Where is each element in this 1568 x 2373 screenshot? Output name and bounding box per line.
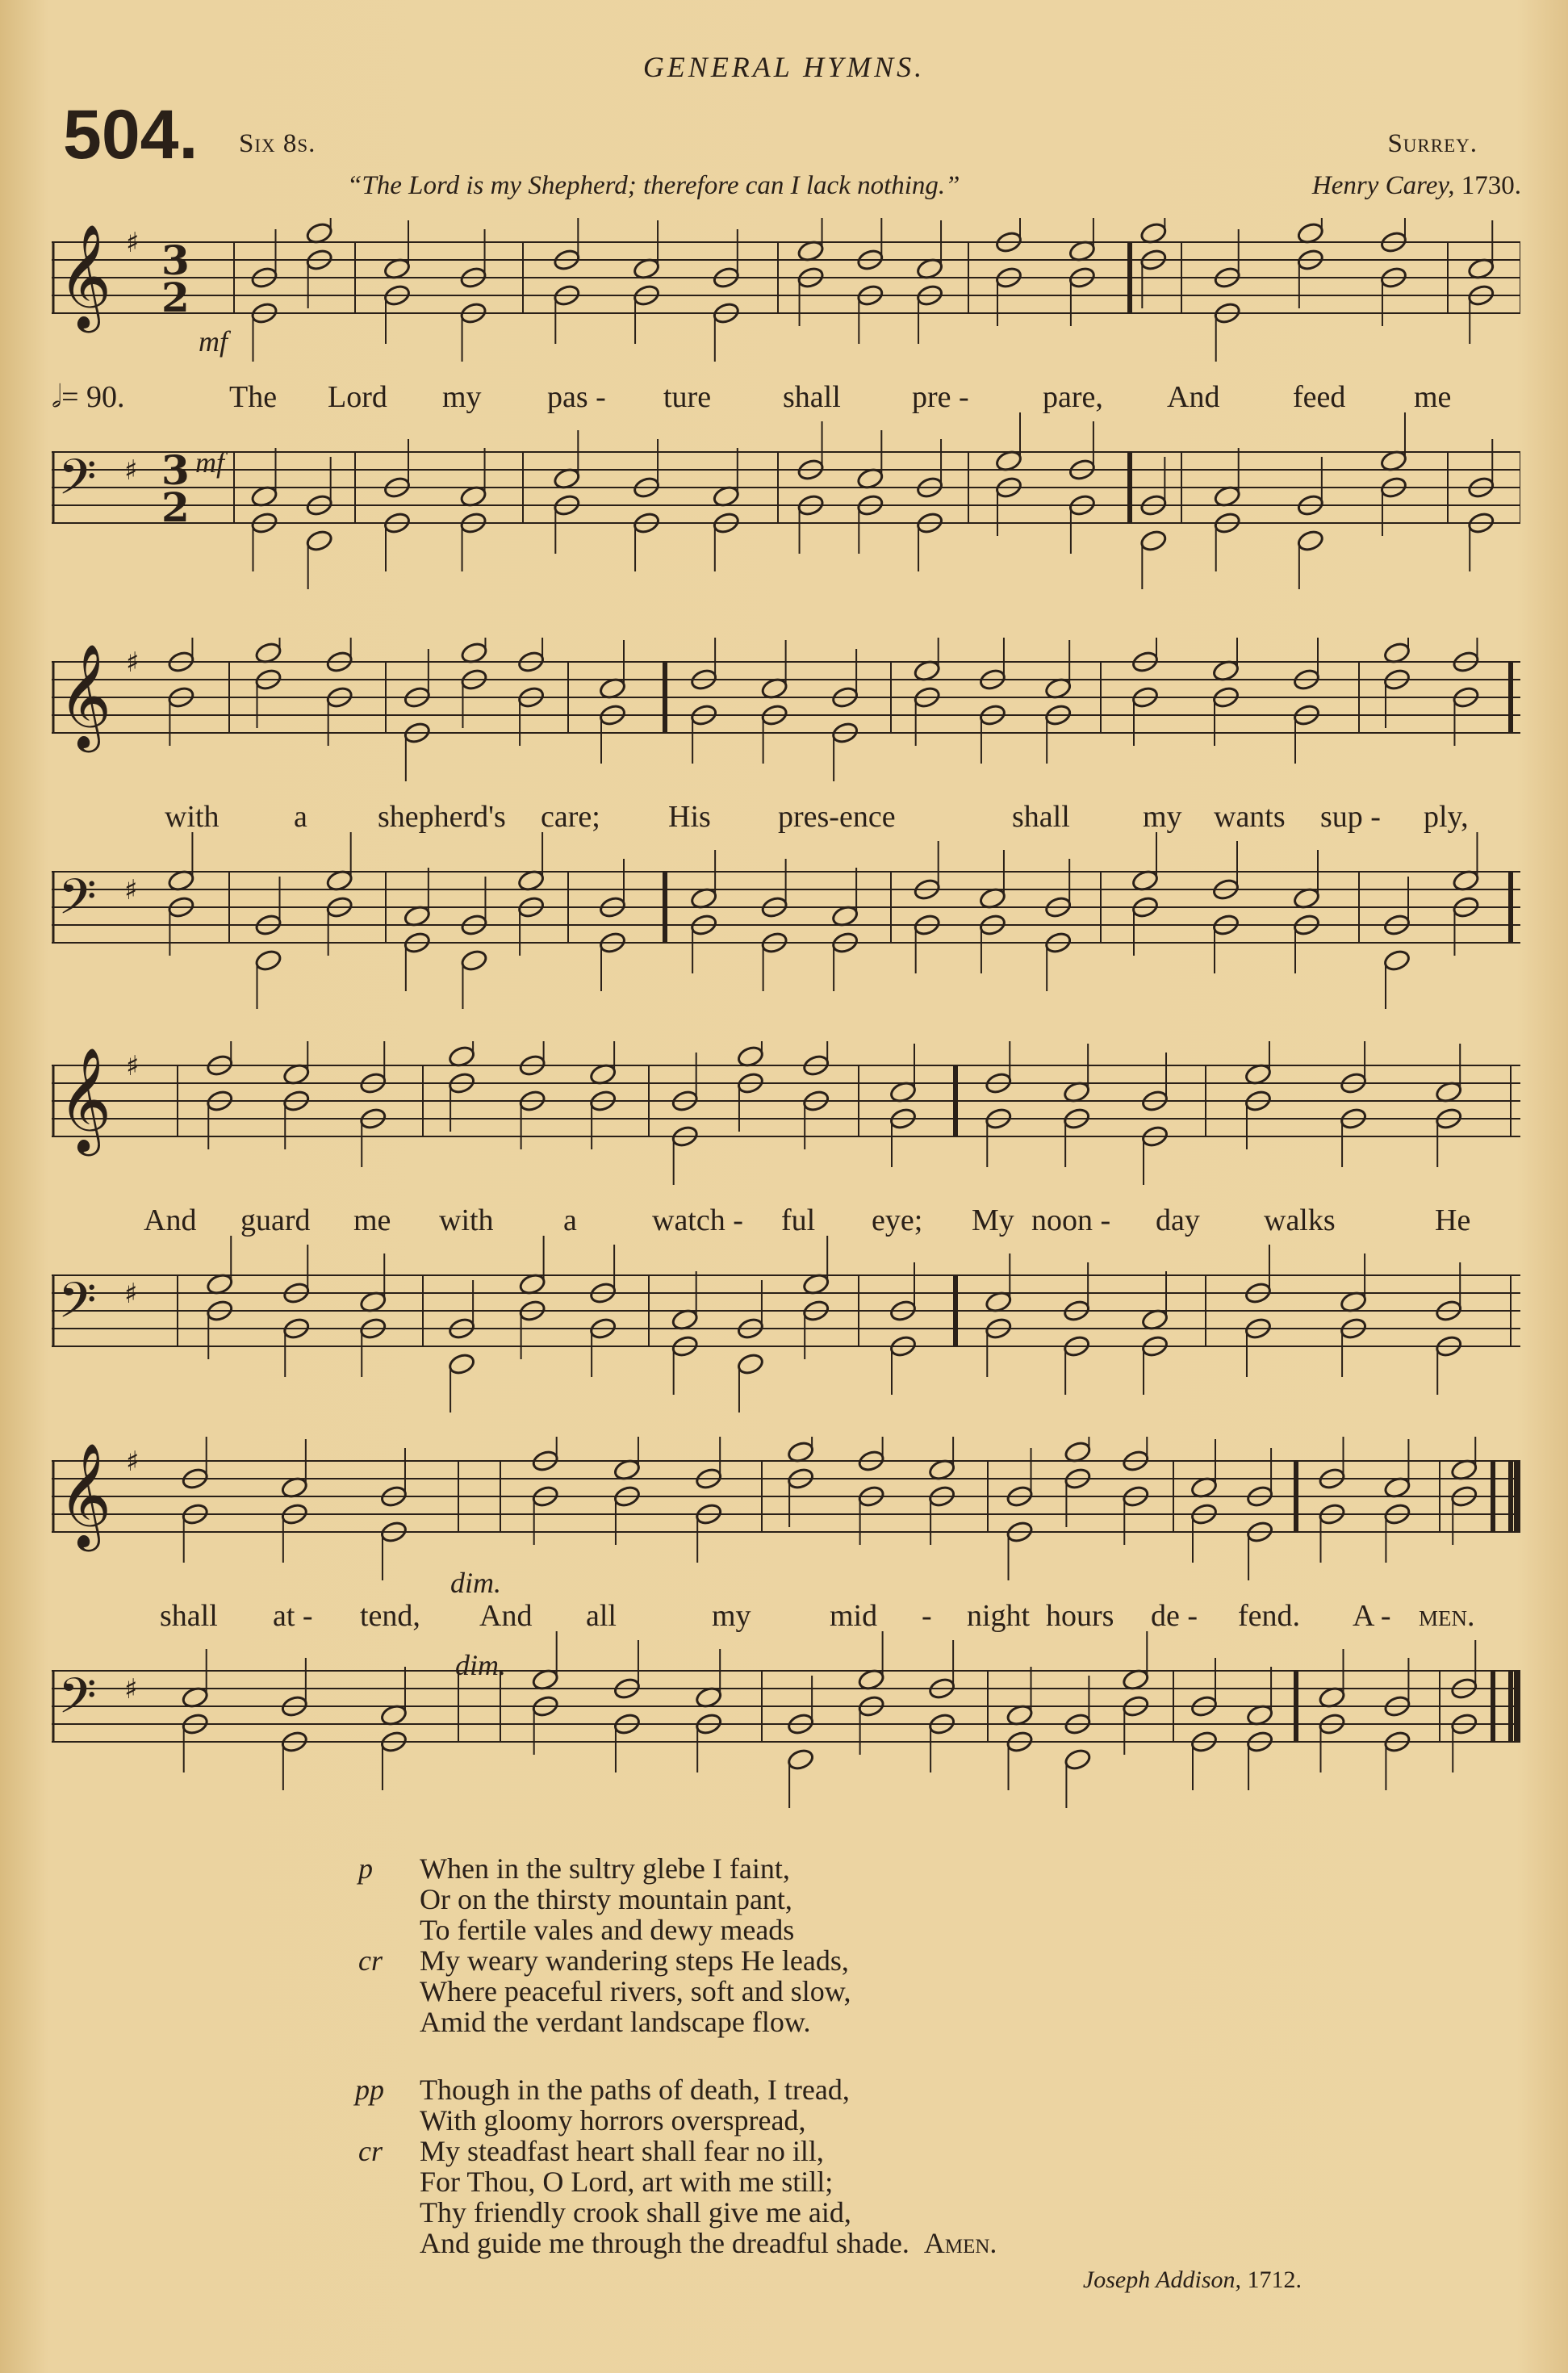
dynamic-mark: pp bbox=[355, 2074, 384, 2106]
stanza-line: Though in the paths of death, I tread, bbox=[420, 2074, 850, 2106]
key-signature-sharp-icon: ♯ bbox=[124, 454, 138, 487]
time-signature-icon: 2 bbox=[161, 483, 190, 531]
stanza-3 bbox=[355, 2074, 997, 2259]
dynamic-mark: cr bbox=[358, 2135, 383, 2167]
bass-clef-icon: 𝄢 bbox=[58, 449, 97, 518]
dynamic-mf-treble: mf bbox=[199, 325, 228, 358]
bass-clef-icon: 𝄢 bbox=[58, 1668, 97, 1737]
notehead bbox=[1064, 1747, 1092, 1772]
notehead bbox=[460, 948, 488, 973]
author-year: 1712. bbox=[1247, 2266, 1302, 2293]
treble-clef-icon: 𝄞 bbox=[58, 1442, 112, 1547]
music-system-3: 𝄞 ♯ 𝄢 ♯ And guard me with a watch - ful eye; My noon - day walks He bbox=[52, 1041, 1520, 1412]
stanza-line: My weary wandering steps He leads, bbox=[420, 1944, 849, 1977]
treble-clef-icon: 𝄞 bbox=[58, 643, 112, 748]
bass-clef-icon: 𝄢 bbox=[58, 868, 97, 938]
time-signature-icon: 2 bbox=[161, 274, 190, 321]
stanza-2 bbox=[358, 1852, 851, 2038]
dynamic-mf-bass: mf bbox=[195, 446, 224, 479]
half-note-icon: 𝅗𝅥 bbox=[52, 380, 62, 414]
notehead bbox=[1382, 948, 1411, 973]
stanza-line: Thy friendly crook shall give me aid, bbox=[420, 2196, 851, 2229]
stanza-line: Or on the thirsty mountain pant, bbox=[420, 1883, 792, 1915]
hymn-meter: Six 8s. bbox=[239, 129, 316, 158]
dynamic-dim-bass: dim. bbox=[455, 1649, 506, 1681]
author-credit bbox=[1083, 2266, 1302, 2294]
notehead bbox=[1296, 529, 1324, 553]
composer-name: Henry Carey, bbox=[1311, 171, 1455, 200]
music-system-2: 𝄞 ♯ 𝄢 ♯ with a shepherd's care; His pres-ence shall my wants sup - ply, bbox=[52, 638, 1520, 1009]
stanza-line: When in the sultry glebe I faint, bbox=[420, 1852, 790, 1885]
notehead bbox=[254, 948, 282, 973]
notehead bbox=[786, 1747, 814, 1772]
author-name: Joseph Addison, bbox=[1082, 2266, 1241, 2293]
stanza-line: Amid the verdant landscape flow. bbox=[420, 2006, 811, 2038]
composer-year: 1730. bbox=[1461, 171, 1521, 200]
hymn-number: 504. bbox=[63, 96, 199, 174]
music-system-1: 𝄞 ♯ 3 2 𝄢 ♯ 3 2 mf 𝅗𝅥= 90. The Lord my pas - ture shall pre - pare, And feed me mf bbox=[52, 218, 1520, 597]
key-signature-sharp-icon: ♯ bbox=[124, 1673, 138, 1705]
tempo-marking: 𝅗𝅥= 90. bbox=[52, 380, 125, 414]
key-signature-sharp-icon: ♯ bbox=[126, 227, 140, 259]
running-header: GENERAL HYMNS. bbox=[642, 51, 926, 83]
treble-clef-icon: 𝄞 bbox=[58, 224, 112, 329]
notehead bbox=[736, 1352, 764, 1376]
stanza-line: My steadfast heart shall fear no ill, bbox=[420, 2135, 824, 2167]
stanza-line: And guide me through the dreadful shade. Amen. bbox=[420, 2227, 997, 2259]
key-signature-sharp-icon: ♯ bbox=[126, 1446, 140, 1478]
stanza-line: Where peaceful rivers, soft and slow, bbox=[420, 1975, 851, 2007]
composer-credit bbox=[1312, 171, 1521, 201]
time-signature-icon: 3 bbox=[161, 446, 190, 494]
dynamic-mark: p bbox=[358, 1852, 373, 1885]
tune-name: Surrey. bbox=[1387, 129, 1478, 158]
stanza-line: With gloomy horrors overspread, bbox=[420, 2104, 806, 2137]
key-signature-sharp-icon: ♯ bbox=[126, 647, 140, 679]
notehead bbox=[1139, 529, 1168, 553]
dynamic-dim-treble: dim. bbox=[450, 1567, 501, 1599]
amen: Amen. bbox=[923, 2227, 997, 2259]
key-signature-sharp-icon: ♯ bbox=[124, 1278, 138, 1310]
key-signature-sharp-icon: ♯ bbox=[126, 1050, 140, 1082]
dynamic-mark: cr bbox=[358, 1944, 383, 1977]
treble-clef-icon: 𝄞 bbox=[58, 1047, 112, 1152]
music-system-4: 𝄞 ♯ 𝄢 ♯ dim. shall at - tend, And all my mid - night hours de - fend. A - men. dim. bbox=[52, 1437, 1520, 1808]
bass-clef-icon: 𝄢 bbox=[58, 1272, 97, 1341]
scripture-quote: “The Lord is my Shepherd; therefore can I lack nothing.” bbox=[347, 171, 960, 200]
stanza-line: For Thou, O Lord, art with me still; bbox=[420, 2166, 834, 2198]
notehead bbox=[305, 529, 333, 553]
time-signature-icon: 3 bbox=[161, 236, 190, 284]
stanza-line: To fertile vales and dewy meads bbox=[420, 1914, 795, 1946]
key-signature-sharp-icon: ♯ bbox=[124, 874, 138, 906]
notehead bbox=[447, 1352, 475, 1376]
